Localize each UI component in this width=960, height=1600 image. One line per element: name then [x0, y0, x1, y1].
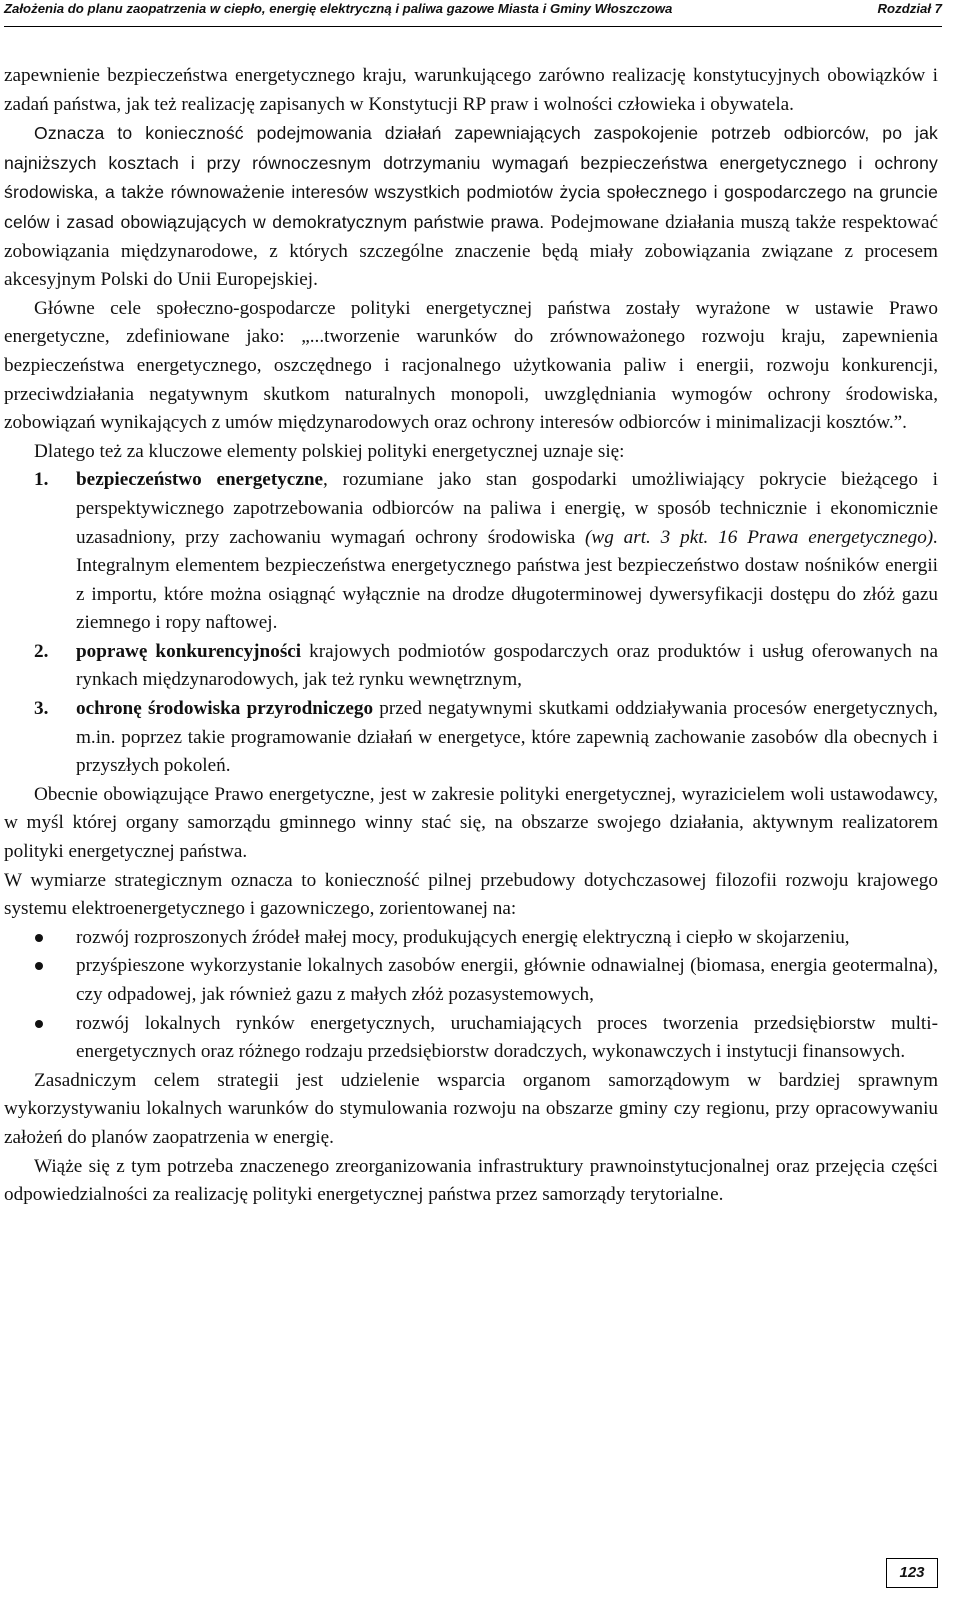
numbered-list: [4, 466, 938, 781]
item-bold-term: bezpieczeństwo energetyczne: [76, 469, 324, 491]
bullet-text: rozwój rozproszonych źródeł małej mocy, produkujących energię elektryczną i ciepło w skojarzeniu,: [76, 926, 850, 948]
item-text: przed negatywnymi skutkami oddziaływania procesów energetycznych, m.in. poprzez takie programowanie działań w energetyce, które zapewnią zachowanie zasobów dla obecnych i przyszłych pokoleń.: [76, 698, 938, 777]
item-number: 1.: [34, 469, 49, 491]
document-title: Założenia do planu zaopatrzenia w ciepło, energię elektryczną i paliwa gazowe Miasta i Gminy Włoszczowa: [4, 1, 673, 16]
page-number: 123: [886, 1558, 938, 1588]
numbered-item: [4, 695, 938, 781]
bullet-icon: [35, 962, 43, 970]
paragraph-2-sans-text: Oznacza to konieczność podejmowania działań zapewniających zaspokojenie potrzeb odbiorców, po jak najniższych kosztach i przy równoczesnym dotrzymaniu wymagań bezpieczeństwa energetycznego i ochrony środowiska, a także równoważenie interesów wszystkich podmiotów życia społecznego i gospodarczego na gruncie celów i zasad obowiązujących w demokratycznym państwie prawa.: [4, 123, 938, 232]
item-bold-term: poprawę konkurencyjności: [76, 640, 302, 662]
item-number: 2.: [34, 640, 49, 662]
bullet-item: [4, 924, 938, 953]
item-text: krajowych podmiotów gospodarczych oraz produktów i usług oferowanych na rynkach międzynarodowych, jak też rynku wewnętrznym,: [76, 640, 938, 691]
bullet-text: przyśpieszone wykorzystanie lokalnych zasobów energii, głównie odnawialnej (biomasa, energia geotermalna), czy odpadowej, jak również gazu z małych złóż pozasystemowych,: [76, 955, 938, 1005]
bullet-icon: [35, 934, 43, 942]
paragraph-2-serif-text: Podejmowane działania muszą także respektować zobowiązania międzynarodowe, z których szczególne znaczenie będą miały zobowiązania związane z procesem akcesyjnym Polski do Unii Europejskiej.: [4, 211, 938, 291]
paragraph-4: Dlatego też za kluczowe elementy polskiej polityki energetycznej uznaje się:: [34, 440, 625, 462]
chapter-label: Rozdział 7: [877, 1, 942, 16]
numbered-item: [4, 466, 938, 638]
item-number: 3.: [34, 698, 49, 720]
paragraph-7: Zasadniczym celem strategii jest udzielenie wsparcia organom samorządowym w bardziej sprawnym wykorzystywaniu lokalnych warunków do stymulowania rozwoju na obszarze gminy czy regionu, przy opracowywaniu założeń do planów zaopatrzenia w energię.: [4, 1069, 938, 1148]
item-text-continued: Integralnym elementem bezpieczeństwa energetycznego państwa jest bezpieczeństwo dostaw nośników energii z importu, które można osiągnąć wyłącznie na drodze długoterminowej dywersyfikacji dostępu do złóż gazu ziemnego i ropy naftowej.: [76, 555, 938, 634]
paragraph-5: Obecnie obowiązujące Prawo energetyczne, jest w zakresie polityki energetycznej, wyrazicielem woli ustawodawcy, w myśl której organy samorządu gminnego winny stać się, na obszarze swojego działania, aktywnym realizatorem polityki energetycznej państwa.: [4, 783, 938, 863]
paragraph-8: Wiąże się z tym potrzeba znaczenego zreorganizowania infrastruktury prawnoinstytucjonalnej oraz przejęcia części odpowiedzialności za realizację polityki energetycznej państwa przez samorządy terytorialne.: [4, 1155, 938, 1206]
paragraph-2: [4, 119, 938, 295]
item-text: , rozumiane jako stan gospodarki umożliwiający pokrycie bieżącego i perspektywicznego zapotrzebowania odbiorców na paliwa i energię, w sposób technicznie i ekonomicznie uzasadniony, przy zachowaniu wymagań ochrony środowiska: [76, 469, 938, 548]
bullet-item: [4, 1010, 938, 1067]
bullet-list: [4, 924, 938, 1067]
bullet-item: [4, 952, 938, 1009]
paragraph-1: zapewnienie bezpieczeństwa energetycznego kraju, warunkującego zarówno realizację konstytucyjnych obowiązków i zadań państwa, jak też realizację zapisanych w Konstytucji RP praw i wolności człowieka i obywatela.: [4, 65, 938, 115]
page-header: [4, 0, 942, 27]
paragraph-3: Główne cele społeczno-gospodarcze polityki energetycznej państwa zostały wyrażone w ustawie Prawo energetyczne, zdefiniowane jako: „...tworzenie warunków do zrównoważonego rozwoju kraju, zapewnienia bezpieczeństwa energetycznego, oszczędnego i racjonalnego użytkowania paliw i energii, rozwoju konkurencji, przeciwdziałania negatywnym skutkom naturalnych monopoli, uwzględniania wymogów ochrony środowiska, zobowiązań wynikających z umów międzynarodowych oraz ochrony interesów odbiorców i minimalizacji kosztów.”.: [4, 297, 938, 434]
document-body: [4, 62, 938, 1210]
paragraph-6: W wymiarze strategicznym oznacza to konieczność pilnej przebudowy dotychczasowej filozofii rozwoju krajowego systemu elektroenergetycznego i gazowniczego, zorientowanej na:: [4, 869, 938, 920]
item-bold-term: ochronę środowiska przyrodniczego: [76, 698, 374, 720]
bullet-icon: [35, 1020, 43, 1028]
item-italic-reference: (wg art. 3 pkt. 16 Prawa energetycznego).: [585, 526, 938, 548]
bullet-text: rozwój lokalnych rynków energetycznych, uruchamiających proces tworzenia przedsiębiorstw multi- energetycznych oraz różnego rodzaju przedsiębiorstw doradczych, wykonawczych i instytucji finansowych.: [76, 1012, 938, 1063]
numbered-item: [4, 638, 938, 695]
